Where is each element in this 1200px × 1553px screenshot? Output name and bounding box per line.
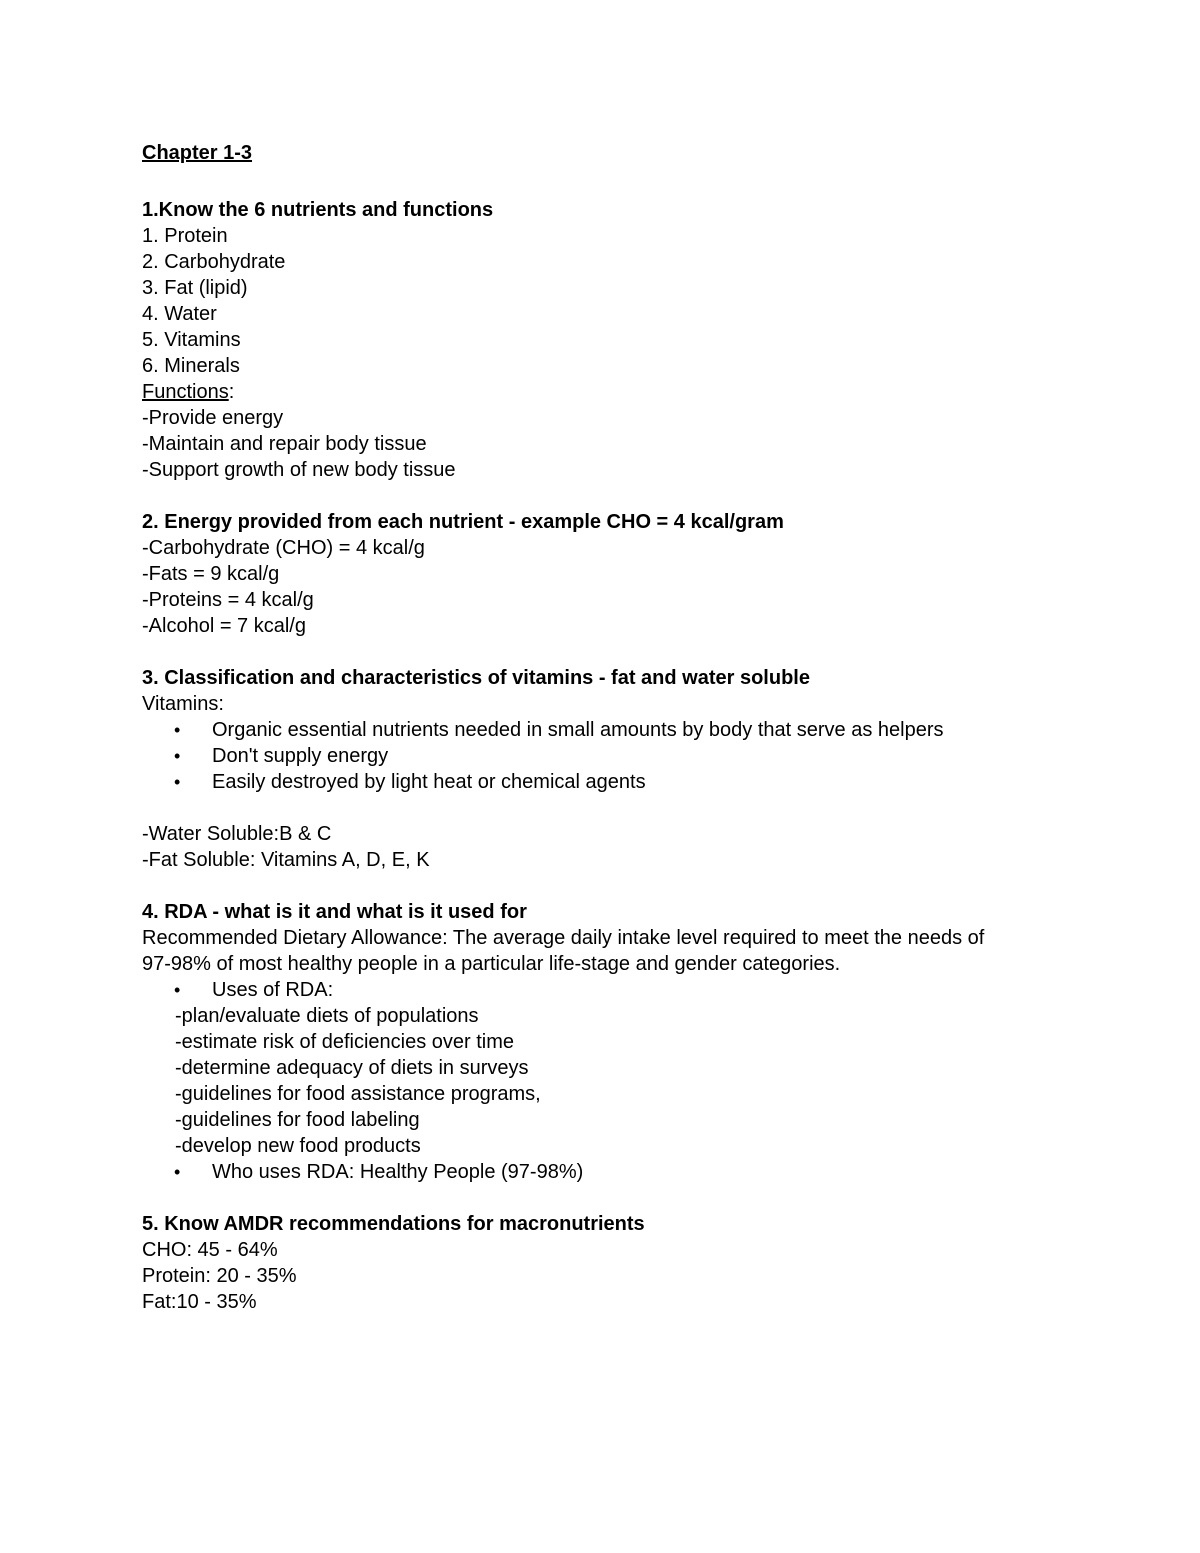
vitamins-intro: Vitamins: [142,693,224,715]
functions-colon: : [228,381,235,403]
functions-label-line [142,379,1102,405]
energy-item: -Proteins = 4 kcal/g [142,589,314,611]
nutrient-item: 1. Protein [142,225,228,247]
nutrient-item: 2. Carbohydrate [142,251,286,273]
rda-definition-line-1: Recommended Dietary Allowance: The average daily intake level required to meet the needs of [142,927,985,949]
amdr-item: CHO: 45 - 64% [142,1239,278,1261]
spacer [142,795,1102,821]
bullet-icon: • [174,720,181,740]
spacer [142,483,1102,509]
nutrient-item: 3. Fat (lipid) [142,277,248,299]
bullet-text: Easily destroyed by light heat or chemical agents [212,771,646,793]
fat-soluble-line: -Fat Soluble: Vitamins A, D, E, K [142,849,430,871]
section-energy [142,509,1102,639]
rda-uses-label: Uses of RDA: [212,979,334,1001]
section-2-heading: 2. Energy provided from each nutrient - example CHO = 4 kcal/gram [142,511,784,533]
list-item [142,769,1102,795]
rda-use-item: -develop new food products [175,1135,421,1157]
list-item [142,743,1102,769]
nutrient-item: 6. Minerals [142,355,240,377]
rda-use-item: -determine adequacy of diets in surveys [175,1057,529,1079]
rda-use-item: -guidelines for food assistance programs, [175,1083,541,1105]
bullet-text: Organic essential nutrients needed in small amounts by body that serve as helpers [212,719,944,741]
bullet-icon: • [174,772,181,792]
function-item: -Maintain and repair body tissue [142,433,427,455]
document-page [142,140,1102,1315]
function-item: -Support growth of new body tissue [142,459,456,481]
rda-definition-line-2: 97-98% of most healthy people in a particular life-stage and gender categories. [142,953,841,975]
bullet-icon: • [174,980,181,1000]
section-rda [142,899,1102,1185]
nutrient-item: 5. Vitamins [142,329,241,351]
bullet-icon: • [174,1162,181,1182]
rda-use-item: -plan/evaluate diets of populations [175,1005,479,1027]
spacer [142,639,1102,665]
rda-uses-list [142,977,1102,1003]
list-item [142,977,1102,1003]
function-item: -Provide energy [142,407,284,429]
energy-item: -Carbohydrate (CHO) = 4 kcal/g [142,537,425,559]
spacer [142,1185,1102,1211]
section-amdr [142,1211,1102,1315]
bullet-text: Don't supply energy [212,745,389,767]
energy-item: -Fats = 9 kcal/g [142,563,280,585]
list-item [142,1159,1102,1185]
amdr-item: Protein: 20 - 35% [142,1265,297,1287]
functions-label: Functions [142,381,229,403]
section-5-heading: 5. Know AMDR recommendations for macronutrients [142,1213,645,1235]
rda-use-item: -estimate risk of deficiencies over time [175,1031,515,1053]
section-vitamins [142,665,1102,873]
list-item [142,717,1102,743]
section-nutrients [142,197,1102,483]
nutrient-item: 4. Water [142,303,217,325]
rda-use-item: -guidelines for food labeling [175,1109,420,1131]
energy-item: -Alcohol = 7 kcal/g [142,615,306,637]
bullet-icon: • [174,746,181,766]
spacer [142,873,1102,899]
rda-who-uses: Who uses RDA: Healthy People (97-98%) [212,1161,584,1183]
water-soluble-line: -Water Soluble:B & C [142,823,332,845]
amdr-item: Fat:10 - 35% [142,1291,257,1313]
rda-who-list [142,1159,1102,1185]
vitamin-bullet-list [142,717,1102,795]
section-4-heading: 4. RDA - what is it and what is it used for [142,901,527,923]
section-3-heading: 3. Classification and characteristics of vitamins - fat and water soluble [142,667,810,689]
section-1-heading: 1.Know the 6 nutrients and functions [142,199,494,221]
chapter-title: Chapter 1-3 [142,142,253,164]
